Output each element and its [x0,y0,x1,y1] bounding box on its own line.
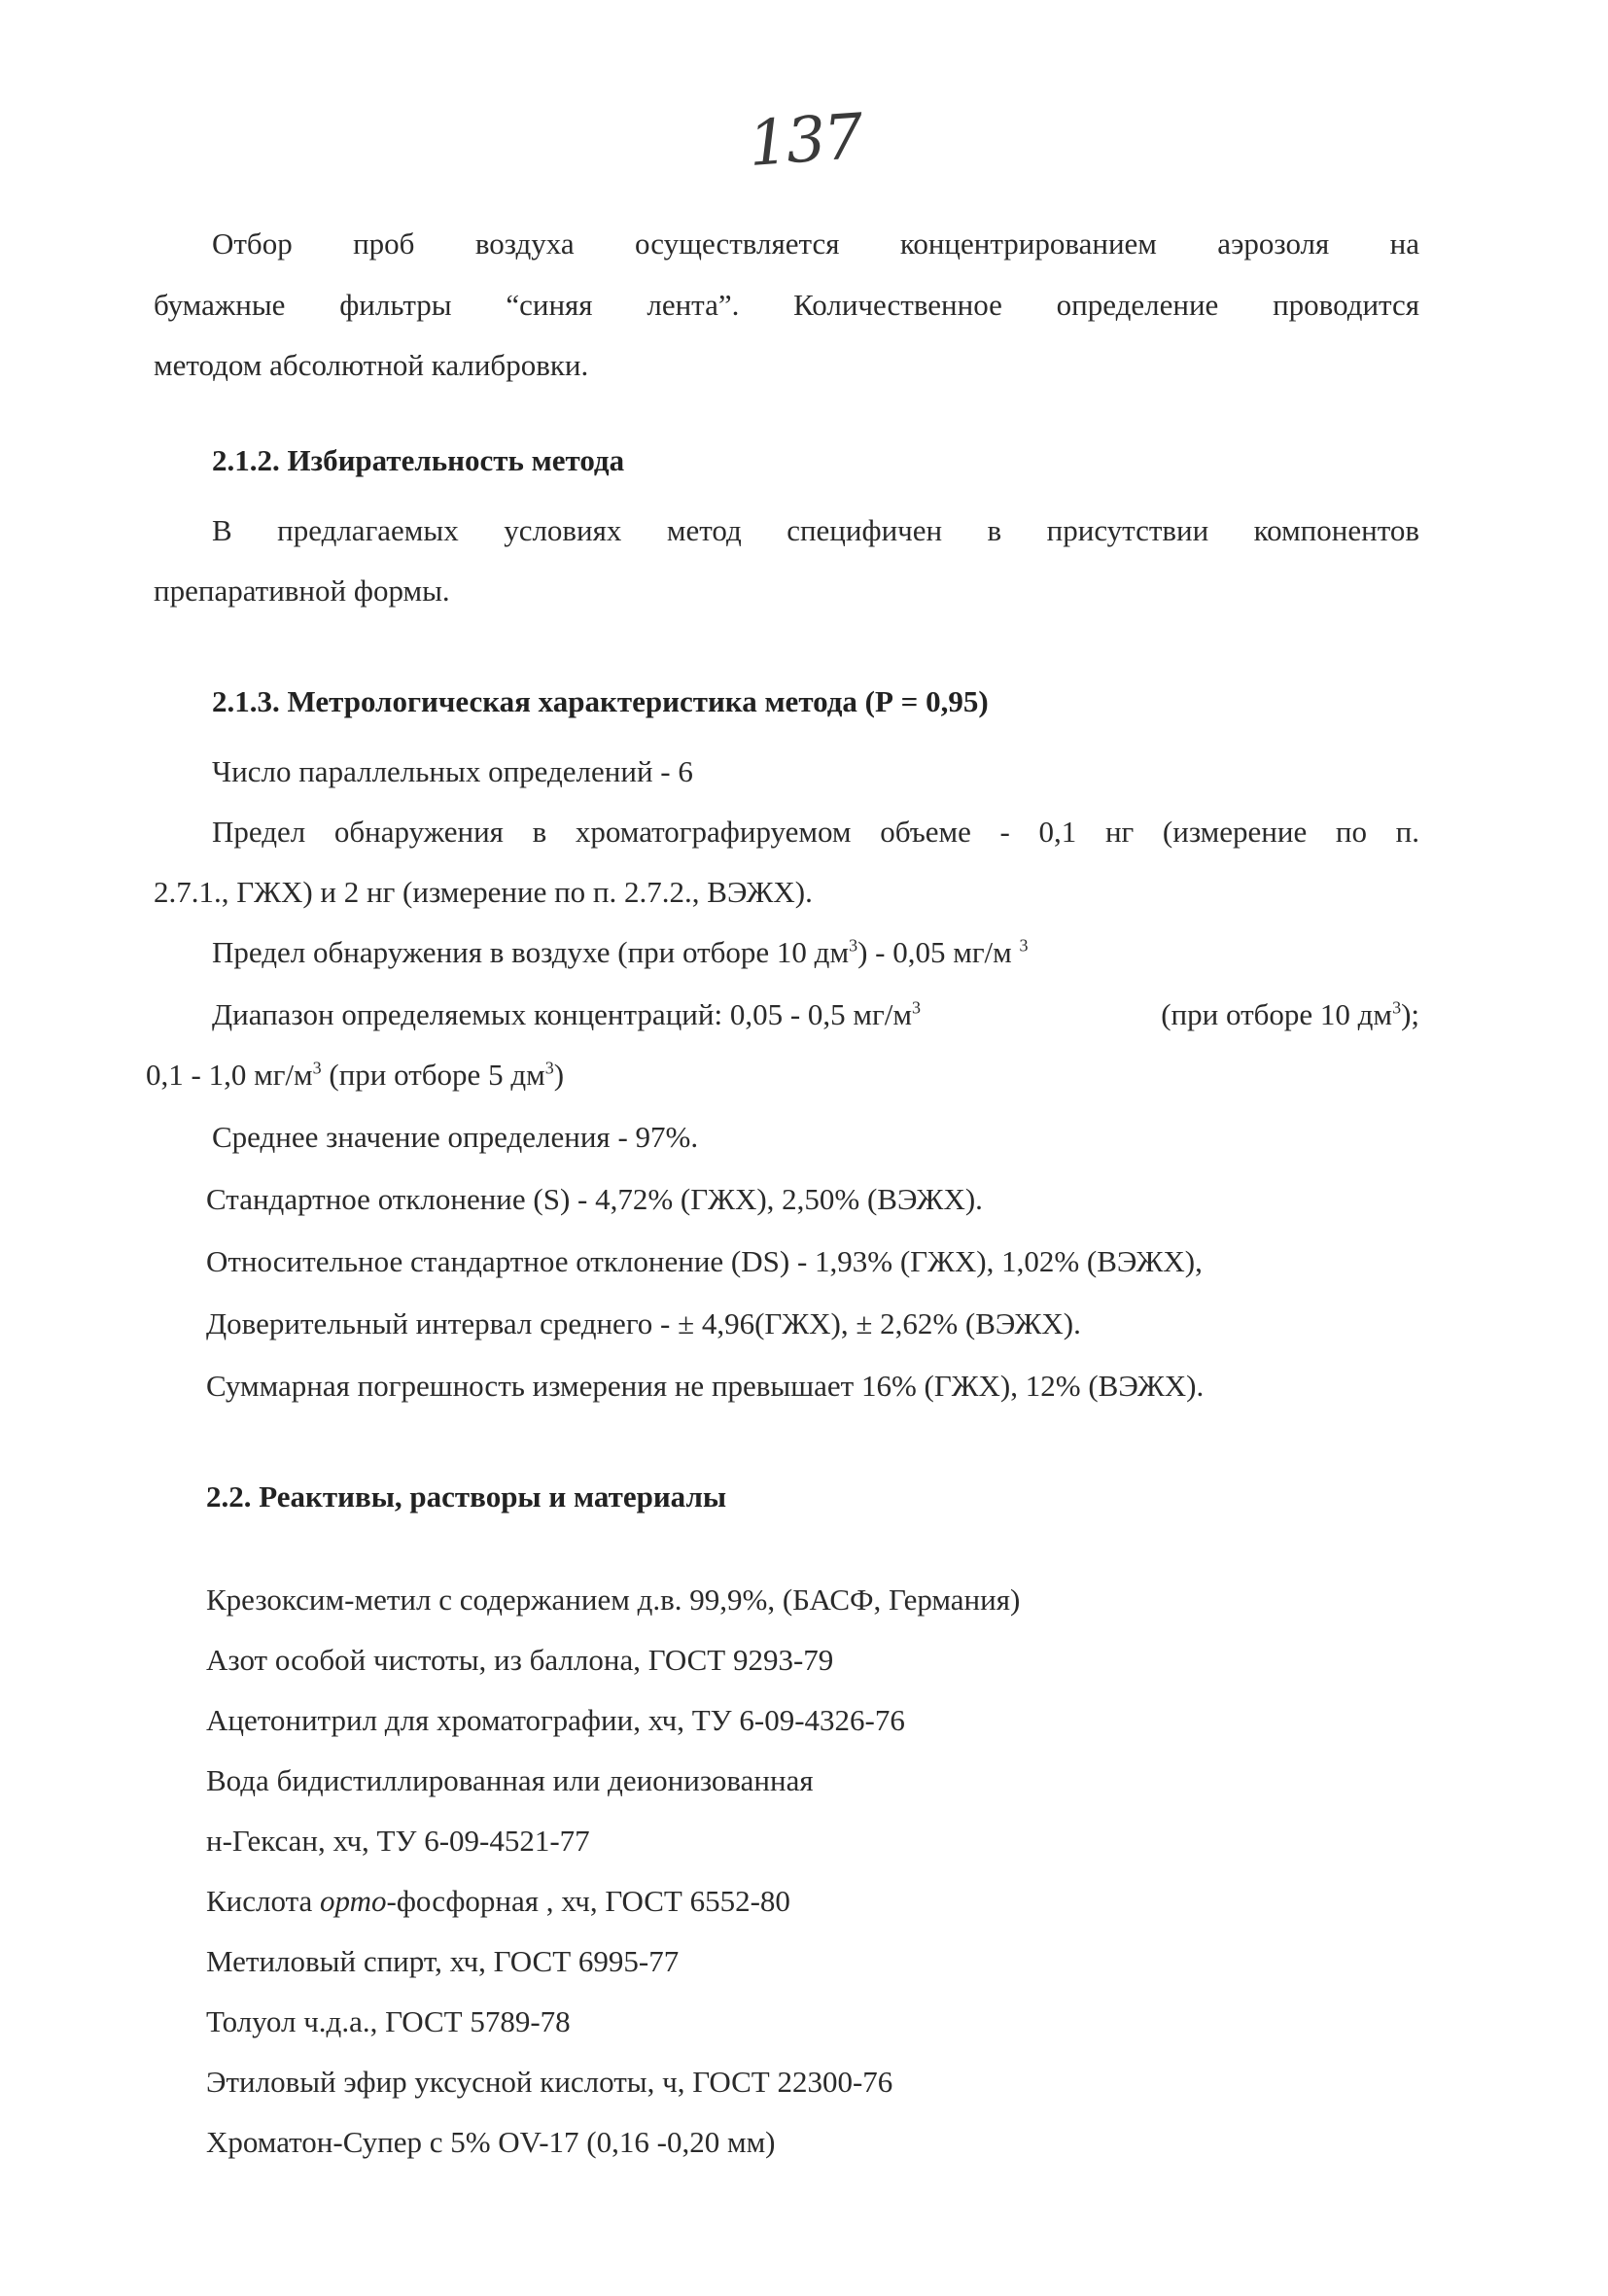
detection-limit-line-1: Предел обнаружения в хроматографируемом объеме - 0,1 нг (измерение по п. [212,815,1419,849]
reagent-item: Толуол ч.д.а., ГОСТ 5789-78 [206,2004,571,2038]
selectivity-line-2: препаративной формы. [154,574,450,608]
exp-6: 3 [544,1058,554,1078]
reagent-item: Крезоксим-метил с содержанием д.в. 99,9%, (БАСФ, Германия) [206,1583,1021,1617]
reagent-item-acid [206,1884,790,1919]
exp-5: 3 [312,1058,322,1078]
reagent-item: Этиловый эфир уксусной кислоты, ч, ГОСТ 22300-76 [206,2065,893,2099]
exp-2: 3 [1019,935,1029,956]
reagent-item: Хроматон-Супер с 5% OV-17 (0,16 -0,20 мм) [206,2125,776,2159]
range-b-group [1161,997,1419,1032]
range2-b: (при отборе 5 дм [321,1058,545,1092]
range-a: Диапазон определяемых концентраций: 0,05 - 0,5 мг/м [212,997,912,1031]
reagent-item: Вода бидистиллированная или деионизованная [206,1763,814,1797]
mean-value: Среднее значение определения - 97%. [212,1120,699,1154]
range-b: (при отборе 10 дм [1161,997,1393,1031]
reagent-item: Метиловый спирт, хч, ГОСТ 6995-77 [206,1944,680,1978]
intro-line-3: методом абсолютной калибровки. [154,348,589,382]
range-c: ); [1401,997,1419,1031]
standard-deviation: Стандартное отклонение (S) - 4,72% (ГЖХ), 2,50% (ВЭЖХ). [206,1182,983,1216]
air-detection-limit [212,935,1029,970]
parallel-determinations: Число параллельных определений - 6 [212,754,693,788]
range-line-1 [212,997,1419,1032]
range2-a: 0,1 - 1,0 мг/м [146,1058,313,1092]
exp-1: 3 [849,935,858,956]
relative-standard-deviation: Относительное стандартное отклонение (DS) - 1,93% (ГЖХ), 1,02% (ВЭЖХ), [206,1244,1203,1278]
acid-b: орто [320,1884,387,1918]
air-limit-a: Предел обнаружения в воздухе (при отборе 10 дм [212,935,850,969]
range-a-group [212,997,921,1032]
range2-c: ) [553,1058,565,1092]
range-line-2 [146,1058,564,1093]
exp-4: 3 [1392,997,1402,1018]
confidence-interval: Доверительный интервал среднего - ± 4,96(ГЖХ), ± 2,62% (ВЭЖХ). [206,1306,1081,1340]
acid-c: -фосфорная , хч, ГОСТ 6552-80 [386,1884,790,1918]
section-heading-reagents: 2.2. Реактивы, растворы и материалы [206,1479,727,1513]
reagent-item: Ацетонитрил для хроматографии, хч, ТУ 6-09-4326-76 [206,1703,905,1737]
air-limit-b: ) - 0,05 мг/м [857,935,1020,969]
page-number: 137 [746,101,864,181]
reagent-item: н-Гексан, хч, ТУ 6-09-4521-77 [206,1824,590,1858]
detection-limit-line-2: 2.7.1., ГЖХ) и 2 нг (измерение по п. 2.7.2., ВЭЖХ). [154,875,813,909]
acid-a: Кислота [206,1884,321,1918]
intro-line-2: бумажные фильтры “синяя лента”. Количественное определение проводится [154,288,1419,322]
selectivity-line-1: В предлагаемых условиях метод специфичен в присутствии компонентов [212,513,1419,547]
reagent-item: Азот особой чистоты, из баллона, ГОСТ 9293-79 [206,1643,834,1677]
exp-3: 3 [911,997,921,1018]
intro-line-1: Отбор проб воздуха осуществляется концентрированием аэрозоля на [212,226,1419,261]
total-error: Суммарная погрешность измерения не превышает 16% (ГЖХ), 12% (ВЭЖХ). [206,1369,1205,1403]
section-heading-metrology: 2.1.3. Метрологическая характеристика метода (Р = 0,95) [212,684,989,718]
section-heading-selectivity: 2.1.2. Избирательность метода [212,443,625,477]
